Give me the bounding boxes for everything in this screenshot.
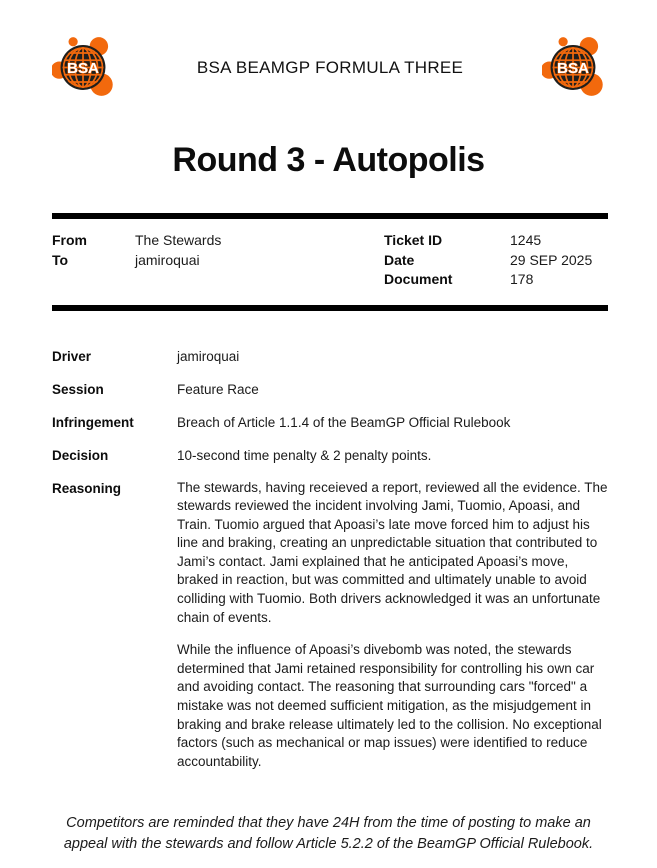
meta-row-from [52,231,384,251]
meta-value: jamiroquai [135,251,200,268]
logo-bsa-text: BSA [66,59,100,77]
round-title: Round 3 - Autopolis [172,141,485,179]
meta-label: Ticket ID [384,232,443,248]
detail-row-infringement [52,413,608,432]
meta-label: Date [384,251,415,268]
detail-row-decision [52,446,608,465]
detail-value: Breach of Article 1.1.4 of the BeamGP Official Rulebook [177,414,511,430]
logo-bsa-text: BSA [556,59,590,77]
detail-label: Infringement [52,414,134,430]
decision-details [52,347,608,772]
bsa-logo-left-icon [52,36,118,99]
meta-value: The Stewards [135,232,222,248]
detail-value: jamiroquai [177,348,240,364]
document-header [0,0,657,99]
bsa-logo-right-icon [542,36,608,99]
meta-row-ticket-id [384,231,608,251]
meta-row-date [384,251,608,271]
reasoning-text [177,479,608,772]
reasoning-paragraph-2: While the influence of Apoasi’s divebomb was noted, the stewards determined that Jami retained responsibility for controlling his own car and avoiding contact. The reasoning that surrounding cars "forced" a mistake was not deemed sufficient mitigation, as the misjudgement in braking and brake release ultimately led to the collision. No exceptional factors (such as mechanical or map issues) were identified to reduce accountability. [177,642,602,769]
detail-label: Session [52,381,104,397]
appeal-notice [0,813,657,854]
meta-value: 1245 [510,232,542,248]
meta-from-to-column [52,231,384,290]
detail-label: Driver [52,348,92,364]
detail-label: Decision [52,447,109,463]
meta-value: 178 [510,271,534,287]
meta-row-to [52,251,384,271]
meta-label: To [52,251,69,268]
detail-row-session [52,380,608,399]
series-title: BSA BEAMGP FORMULA THREE [196,57,464,77]
meta-row-document [384,270,608,290]
meta-value: 29 SEP 2025 [510,251,593,268]
detail-row-driver [52,347,608,366]
meta-label: From [52,232,87,248]
detail-value: 10-second time penalty & 2 penalty points. [177,447,432,463]
meta-section [52,213,608,311]
detail-row-reasoning [52,479,608,772]
meta-ticket-column [384,231,608,290]
appeal-notice-text: Competitors are reminded that they have 24H from the time of posting to make an appeal with the stewards and follow Article 5.2.2 of the BeamGP Official Rulebook. [63,815,594,852]
reasoning-paragraph-1: The stewards, having receieved a report, reviewed all the evidence. The stewards reviewed the incident involving Jami, Tuomio, Apoasi, and Train. Tuomio argued that Apoasi’s late move forced him to adjust his line and braking, creating an unpredictable situation that contributed to Jami’s contact. Jami explained that he anticipated Apoasi’s move, braked in reaction, but was committed and ultimately unable to avoid colliding with Tuomio. Both drivers acknowledged it was an unfortunate chain of events. [177,479,608,625]
meta-label: Document [384,271,453,287]
detail-label: Reasoning [52,480,122,496]
detail-value: Feature Race [177,381,259,397]
